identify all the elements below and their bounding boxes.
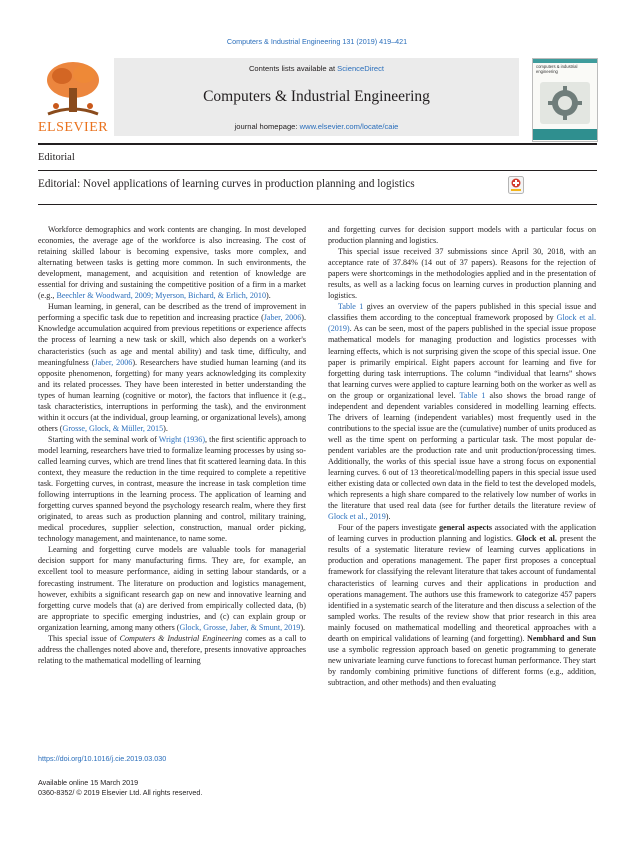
contents-prefix: Contents lists available at [248,64,338,73]
journal-title: Computers & Industrial Engineering [203,88,430,105]
text: Starting with the seminal work of [48,434,159,444]
text: comes as a call to address the challenges noted above and, therefore, presents innovative approaches relating to the mathematical modelling of learning [38,633,306,665]
table-reference-link[interactable]: Table 1 [459,390,486,400]
publisher-name: ELSEVIER [38,120,109,135]
cover-artwork [540,82,590,124]
text: ). [163,423,168,433]
paragraph [38,434,306,544]
header-rule [38,143,597,145]
homepage-prefix: journal homepage: [234,122,300,131]
text: ). [266,291,271,301]
paragraph [38,224,306,301]
doi-link[interactable]: https://doi.org/10.1016/j.cie.2019.03.030 [38,754,167,763]
copyright-notice: 0360-8352/ © 2019 Elsevier Ltd. All rights reserved. [38,788,203,797]
contents-line [114,64,519,73]
text: ). [385,512,391,522]
citation-link[interactable]: Jaber, 2006 [94,357,133,367]
elsevier-tree-icon [38,58,108,120]
journal-reference[interactable]: Computers & Industrial Engineering 131 (2019) 419–421 [226,37,408,46]
citation-link[interactable]: Grosse, Glock, & Müller, 2015 [62,423,164,433]
paragraph [38,633,306,666]
paragraph [328,224,596,246]
journal-cover-thumbnail[interactable] [532,58,598,142]
journal-homepage-line [114,122,519,131]
available-online-date: Available online 15 March 2019 [38,778,139,787]
citation-link[interactable]: Jaber, 2006 [263,313,302,323]
sciencedirect-link[interactable]: ScienceDirect [337,64,385,73]
text: gives an overview of the papers published in this special issue and classifies them according to the conceptual framework proposed by [328,302,596,323]
paragraph [328,522,596,688]
paragraph [38,544,306,632]
text: Learning and forgetting curve models are valuable tools for managerial decision support for many manufacturing firms. They are, for example, an excellent tool to measure performance, aiding in setting labour standards, or a forecasting instrument. The literature on production and logistics management, however, exhibits a significant research gap on new and innovative learning and forgetting curve models that (a) are derived from empirically collected data, (b) are appropriate to specific emerging industries, and (c) can explain group or organization learning, among many others ( [38,545,306,632]
text: , the first scientific approach to model learning, researchers have tried to formalize learning processes by using so-called learning curves, which are trend lines that fit scattered learning data. In this context, they measure the reduction in the time required to complete a repetitive task. Forgetting curves, in contrast, measure the increase in task completion time following interruptions in the learning process. The application of learning and forgetting curves spanned beyond the psychology research realm, where they first originated, to areas such as production planning and control, military training, medical procedures, supplier selection, construction, manual order picking, technology management, and maintenance, to name some. [38,434,307,544]
journal-name-emphasis: Computers & Industrial Engineering [119,633,243,643]
article-section-label: Editorial [38,152,75,163]
journal-homepage-link[interactable]: www.elsevier.com/locate/caie [299,122,399,131]
text: present the results of a systematic literature review of learning curves applications in production and operations management. The paper first proposes a conceptual framework for classifying the relevant literature that takes account of fundamental characteristics of learning curves and their applications in production and operations management. The authors use this framework to categorize 457 papers identified in a systematic search of the literature and then discuss a selection of the sampled works. The results of the review show that prior research in this area mainly focused on mathematical modelling and theoretical approaches with a dearth on empirical validations of learning (and forgetting). [328,534,596,643]
citation-link[interactable]: Wright (1936) [158,434,206,444]
text: ). Knowledge accumulation acquired from previous repetitions or experience affects the process of learning a new task or skill, which also depends on a worker's characteristics (such as age and mental ability) and task time, difficulty, and meaningfulness ( [38,313,306,367]
text: ). [300,622,306,632]
text: also shows the broad range of independent and dependent variables considered in modelling learning effects. The drivers of learning (independent variables) most frequently used in the contributions to the special issue are the (cumulative) number of units produced as well as the time spent on performing a particular task. The most popular dependent variables are the production rate and unit production/processing times. Additionally, the works of this special issue have a strong focus on exponential learning curves. 6 out of 13 theoretical/modelling papers in this special issue used either existing data or collected own data in the field to test the developed models, which represents a high share compared to the relatively low number of works in the literature that used real data (see for further details the literature review of [328,390,596,511]
cover-bottom-band [533,129,597,140]
body-column-right [328,224,596,688]
cover-title: computers & industrial engineering [536,64,578,74]
citation-link[interactable]: Beechler & Woodward, 2009; Myerson, Bichard, & Erlich, 2010 [56,291,267,301]
article-title: Editorial: Novel applications of learning curves in production planning and logistics [38,178,415,190]
table-reference-link[interactable]: Table 1 [338,302,364,312]
text: Four of the papers investigate [338,523,440,533]
crossmark-icon[interactable] [508,176,524,194]
gear-icon [540,82,590,124]
text: This special issue of [48,633,120,643]
cover-top-band [533,59,597,63]
title-rule [38,204,597,205]
section-rule [38,170,597,171]
text: ). Researchers have studied human learning (and its opposite phenomenon, forgetting) for many years acknowledging its complexity and its related processes. They have been interested in better understanding the types of human learning (cognitive or motor), the factors that influence it (e.g., task characteristics, interruptions in performing the task), and the environment within it occurs (at the individual, group learning, or organizational levels), among others ( [38,357,306,433]
paragraph [328,301,596,522]
bold-text: Glock et al. [515,534,557,544]
paragraph [38,301,306,434]
citation-link[interactable]: Glock, Grosse, Jaber, & Smunt, 2019 [179,622,301,632]
citation-link[interactable]: Glock et al. (2019) [328,313,596,334]
bold-text: Nembhard and Sun [527,633,596,643]
text: Workforce demographics and work contents are changing. In most developed economies, the average age of the workforce is also increasing. The cost of retaining skilled labour is becoming expensive, tasks more complex, and alternating between tasks is getting more common. In such environments, the development, management, and acquisition and retention of knowledge are essential for driving and sustaining the competitive position of a firm in a market (e.g., [38,225,306,301]
paragraph [328,246,596,301]
body-column-left [38,224,306,666]
text: This special issue received 37 submissions since April 30, 2018, with an acceptance rate of 37.84% (14 out of 37 papers). Reasons for the rejection of papers were shortcomings in the methodologies applied and in the presentation of results, as well as a lacking focus on learning curves in production planning and logistics. [328,247,596,301]
text: use a symbolic regression approach based on genetic programming to generate new univariate learning curve functions to forecast human performance. They start by randomly combining primitive functions of different forms (e.g., addition, subtraction, and other methods) and then evaluating [328,644,596,687]
text: and forgetting curves for decision support models with a particular focus on production planning and logistics. [328,225,596,246]
text: associated with the application of learning curves in production planning and logistics. [328,523,596,544]
citation-link[interactable]: Glock et al., 2019 [328,512,386,522]
text: . As can be seen, most of the papers published in the special issue propose mathematical models for managing production and logistics processes with learning effects, which is not surprising given the scope of this special issue. One paper is primarily empirical. Eight papers account for learning and five for forgetting during task interruptions. The column “individual that learns” shows that learning curves were applied to capture learning both on the worker as well as on the group or organizational level. [328,324,596,400]
text: Human learning, in general, can be described as the trend of improvement in performing a specific task due to repetition and increasing practice ( [38,302,306,323]
bold-text: general aspects [439,523,493,533]
